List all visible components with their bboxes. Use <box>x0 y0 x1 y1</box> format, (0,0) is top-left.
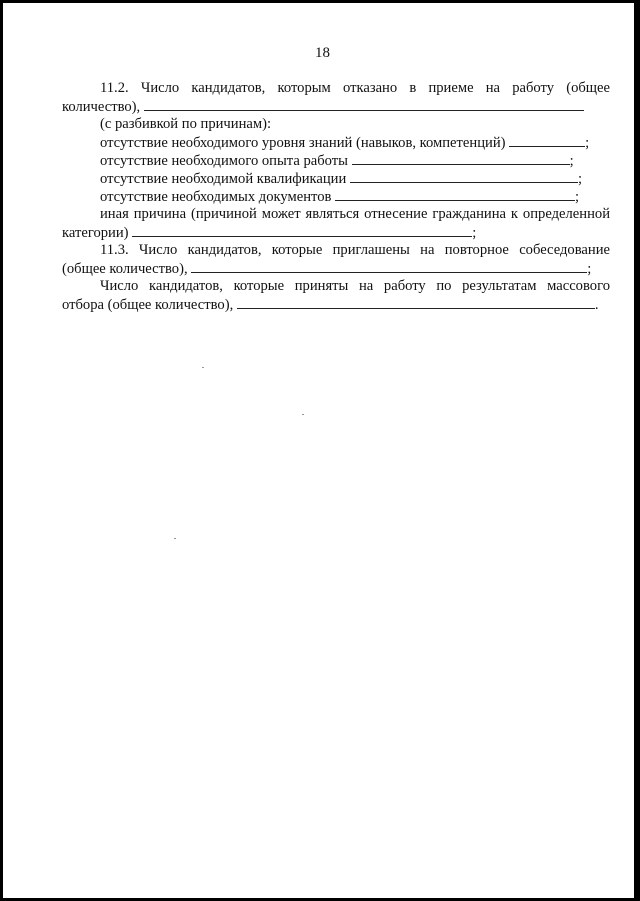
reason-row-other <box>62 205 610 223</box>
semicolon: ; <box>472 225 477 241</box>
reason-row-knowledge <box>62 133 610 151</box>
semicolon: ; <box>569 153 574 169</box>
reason-documents-field[interactable] <box>335 187 575 201</box>
reason-label: отсутствие необходимых документов <box>100 189 332 205</box>
document-page <box>3 3 637 898</box>
reason-label: отсутствие необходимого уровня знаний (навыков, компетенций) <box>100 135 506 151</box>
section-11-3-heading <box>62 241 610 259</box>
section-11-2-total-line <box>62 97 610 115</box>
breakdown-intro-text: (с разбивкой по причинам): <box>100 116 272 132</box>
semicolon: ; <box>577 171 583 187</box>
section-11-2-heading <box>62 79 610 97</box>
reason-label: отсутствие необходимого опыта работы <box>100 153 348 169</box>
rejected-total-field[interactable] <box>144 97 584 111</box>
reason-other-field[interactable] <box>132 223 472 237</box>
scan-speck <box>202 367 204 368</box>
category-label: категории) <box>62 225 129 241</box>
hired-total-line <box>62 295 610 313</box>
reason-row-experience <box>62 151 610 169</box>
section-11-2-text: 11.2. Число кандидатов, которым отказано в приеме на работу (общее <box>100 80 610 96</box>
section-11-3-total-line <box>62 259 610 277</box>
semicolon: ; <box>587 261 592 277</box>
reason-row-documents <box>62 187 610 205</box>
hired-heading <box>62 277 610 295</box>
page-number: 18 <box>315 45 330 61</box>
reason-row-qualification <box>62 169 610 187</box>
semicolon: ; <box>575 189 580 205</box>
hired-total-field[interactable] <box>237 295 595 309</box>
reason-qualification-field[interactable] <box>350 169 578 183</box>
other-reason-text: иная причина (причиной может являться отнесение гражданина к определенной <box>100 206 610 222</box>
total-label: количество), <box>62 99 141 115</box>
section-11-3-text: 11.3. Число кандидатов, которые приглашены на повторное собеседование <box>100 242 610 258</box>
total-label: (общее количество), <box>62 261 188 277</box>
total-label: отбора (общее количество), <box>62 297 234 313</box>
scan-speck <box>174 538 176 539</box>
reason-row-other-cont <box>62 223 610 241</box>
scan-speck <box>302 414 304 415</box>
semicolon: ; <box>585 135 590 151</box>
hired-text: Число кандидатов, которые приняты на работу по результатам массового <box>100 278 610 294</box>
form-content <box>62 79 610 313</box>
period: . <box>594 297 599 313</box>
reinterview-total-field[interactable] <box>191 259 587 273</box>
reason-experience-field[interactable] <box>352 151 570 165</box>
breakdown-intro <box>62 115 610 133</box>
reason-label: отсутствие необходимой квалификации <box>100 171 347 187</box>
reason-knowledge-field[interactable] <box>509 133 585 147</box>
